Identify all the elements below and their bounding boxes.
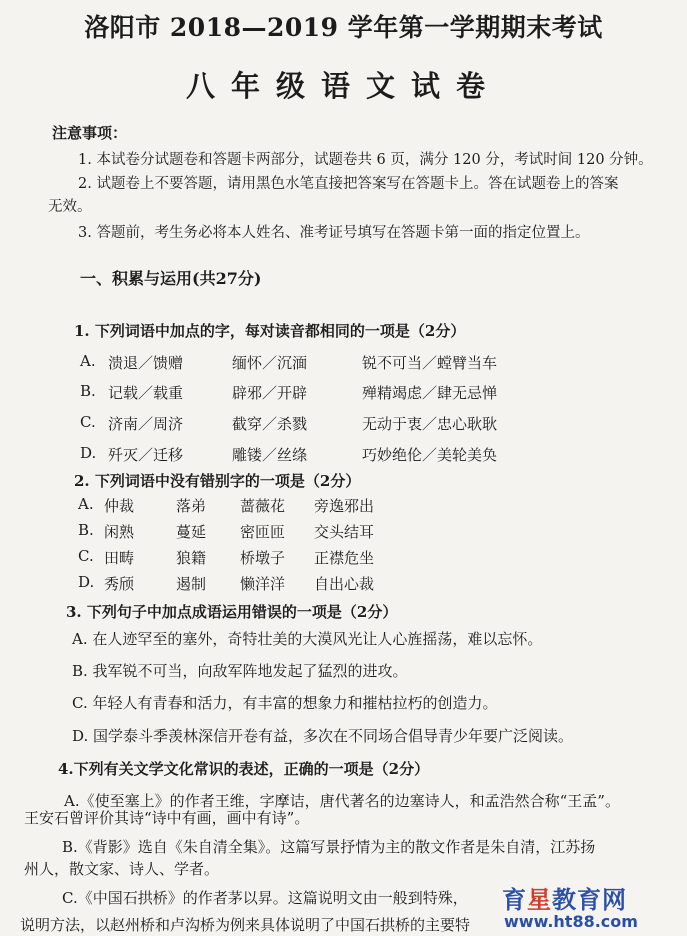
q3-option-a: A. 在人迹罕至的塞外，奇特壮美的大漠风光让人心旌摇荡，难以忘怀。: [72, 630, 543, 648]
question-2-stem: 2. 下列词语中没有错别字的一项是（2分）: [74, 472, 361, 490]
option-word: 落弟: [176, 497, 207, 515]
option-word: 旁逸邪出: [314, 497, 375, 515]
q4-line: B.《背影》选自《朱自清全集》。这篇写景抒情为主的散文作者是朱自清，江苏扬: [62, 838, 596, 856]
q4-line: 王安石曾评价其诗“诗中有画，画中有诗”。: [24, 809, 310, 827]
option-letter: B.: [80, 382, 96, 400]
q3-option-c: C. 年轻人有青春和活力，有丰富的想象力和摧枯拉朽的创造力。: [72, 694, 498, 712]
option-word: 锐不可当／螳臂当车: [362, 354, 498, 372]
option-word: 自出心裁: [314, 575, 375, 593]
notes-heading: 注意事项：: [52, 124, 128, 142]
option-word: 殚精竭虑／肆无忌惮: [362, 384, 498, 402]
q4-line: 说明方法，以赵州桥和卢沟桥为例来具体说明了中国石拱桥的主要特: [20, 916, 471, 934]
option-word: 懒洋洋: [240, 575, 286, 593]
option-word: 遏制: [176, 575, 207, 593]
option-word: 闲熟: [104, 523, 135, 541]
option-word: 秀颀: [104, 575, 135, 593]
exam-subtitle: 八年级语文试卷: [185, 69, 501, 103]
q4-line: A.《使至塞上》的作者王维，字摩诘，唐代著名的边塞诗人，和孟浩然合称“王孟”。: [64, 792, 620, 810]
option-word: 记载／载重: [108, 384, 184, 402]
option-word: 辟邪／开辟: [232, 384, 308, 402]
q3-option-d: D. 国学泰斗季羡林深信开卷有益，多次在不同场合倡导青少年要广泛阅读。: [72, 727, 574, 745]
question-1-stem: 1. 下列词语中加点的字，每对读音都相同的一项是（2分）: [74, 322, 466, 340]
watermark-name: 育星教育网: [502, 886, 627, 914]
option-word: 溃退／馈赠: [108, 354, 184, 372]
note-item: 无效。: [48, 199, 92, 215]
option-word: 田畴: [104, 549, 135, 567]
option-word: 雕镂／丝绦: [232, 446, 308, 464]
option-word: 蔷薇花: [240, 497, 286, 515]
option-word: 交头结耳: [314, 523, 375, 541]
note-item: 2. 试题卷上不要答题，请用黑色水笔直接把答案写在答题卡上。答在试题卷上的答案: [78, 176, 619, 192]
question-3-stem: 3. 下列句子中加点成语运用错误的一项是（2分）: [66, 603, 398, 621]
option-word: 歼灭／迁移: [108, 446, 184, 464]
option-word: 密匝匝: [240, 523, 286, 541]
option-letter: D.: [80, 444, 97, 462]
option-word: 无动于衷／忠心耿耿: [362, 415, 498, 433]
option-letter: C.: [78, 547, 94, 565]
q4-line: 州人，散文家、诗人、学者。: [24, 860, 220, 878]
q3-option-b: B. 我军锐不可当，向敌军阵地发起了猛烈的进攻。: [72, 662, 408, 680]
exam-title: 洛阳市 2018—2019 学年第一学期期末考试: [84, 13, 603, 42]
option-letter: C.: [80, 413, 96, 431]
option-word: 蔓延: [176, 523, 207, 541]
option-letter: D.: [78, 573, 95, 591]
option-word: 仲裁: [104, 497, 135, 515]
section-heading: 一、积累与运用(共27分): [80, 269, 262, 288]
site-watermark: [498, 880, 687, 936]
note-item: 3. 答题前，考生务必将本人姓名、准考证号填写在答题卡第一面的指定位置上。: [78, 225, 590, 241]
option-letter: B.: [78, 521, 94, 539]
option-word: 截穿／杀戮: [232, 415, 308, 433]
option-word: 济南／周济: [108, 415, 184, 433]
note-item: 1. 本试卷分试题卷和答题卡两部分，试题卷共 6 页，满分 120 分，考试时间 120 分钟。: [78, 152, 653, 168]
option-word: 巧妙绝伦／美轮美奂: [362, 446, 498, 464]
q4-line: C.《中国石拱桥》的作者茅以昇。这篇说明文由一般到特殊，: [62, 889, 468, 907]
watermark-url: www.ht88.com: [504, 912, 638, 931]
option-word: 桥墩子: [240, 549, 286, 567]
option-word: 缅怀／沉湎: [232, 354, 308, 372]
option-word: 狼籍: [176, 549, 207, 567]
option-letter: A.: [78, 495, 94, 513]
option-word: 正襟危坐: [314, 549, 375, 567]
question-4-stem: 4.下列有关文学文化常识的表述，正确的一项是（2分）: [58, 760, 430, 778]
option-letter: A.: [80, 352, 96, 370]
